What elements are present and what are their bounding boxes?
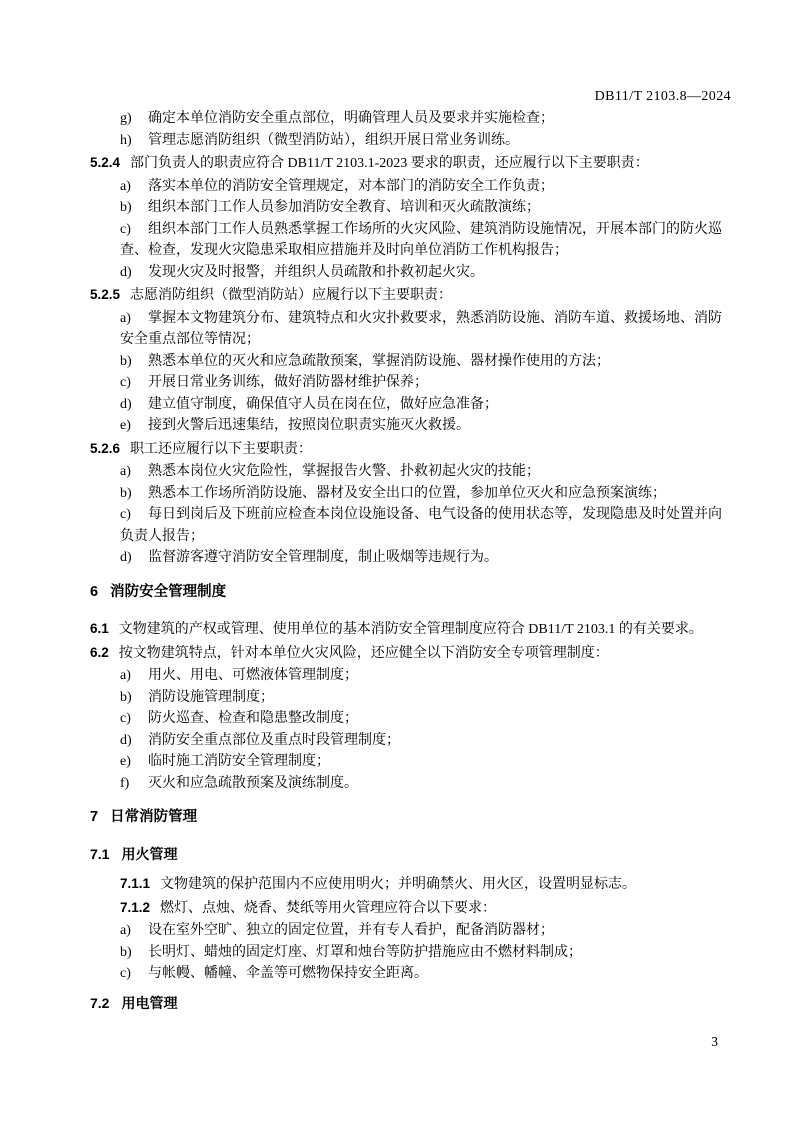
item-label: e) [120, 418, 131, 433]
section-heading-6 [90, 582, 731, 604]
list-item [90, 415, 731, 437]
item-text: 发现火灾及时报警，并组织人员疏散和扑救初起火灾。 [148, 264, 484, 280]
clause-number: 6.1 [90, 621, 109, 636]
clause-text: 部门负责人的职责应符合 DB11/T 2103.1-2023 要求的职责，还应履行以下主要职责： [130, 156, 649, 171]
item-label: b) [120, 485, 132, 501]
clause-5-2-5 [90, 284, 731, 307]
subsection-heading-7-2 [90, 993, 731, 1015]
document-body [90, 108, 731, 1022]
item-text: 建立值守制度，确保值守人员在岗在位，做好应急准备； [148, 396, 498, 412]
item-label: a) [120, 464, 131, 479]
list-item [90, 963, 731, 985]
item-label: c) [120, 221, 131, 237]
item-label: f) [120, 775, 130, 791]
item-label: a) [120, 310, 131, 326]
item-label: d) [120, 732, 132, 748]
list-item [90, 130, 731, 152]
list-item [90, 730, 731, 752]
list-item [90, 394, 731, 416]
standard-code: DB11/T 2103.8—2024 [594, 89, 731, 104]
page-header [90, 86, 731, 108]
list-item [90, 547, 731, 569]
section-heading-7 [90, 807, 731, 829]
list-item [90, 108, 731, 130]
item-text: 落实本单位的消防安全管理规定，对本部门的消防安全工作负责； [148, 178, 554, 194]
item-label: a) [120, 923, 131, 938]
list-item [90, 920, 731, 942]
item-text: 消防安全重点部位及重点时段管理制度； [148, 732, 400, 748]
clause-text: 职工还应履行以下主要职责： [130, 441, 313, 457]
clause-number: 5.2.5 [90, 287, 121, 302]
heading-number: 7.1 [90, 845, 110, 862]
item-label: a) [120, 668, 131, 683]
clause-number: 7.1.2 [120, 899, 151, 915]
list-item [90, 483, 731, 505]
clause-text: 文物建筑的保护范围内不应使用明火；并明确禁火、用火区，设置明显标志。 [160, 877, 637, 892]
list-item [90, 351, 731, 373]
item-text: 灭火和应急疏散预案及演练制度。 [148, 775, 358, 791]
heading-number: 7 [90, 809, 99, 825]
item-label: b) [120, 689, 132, 705]
clause-number: 7.1.1 [120, 876, 151, 891]
list-item [90, 308, 731, 351]
item-text: 组织本部门工作人员熟悉掌握工作场所的火灾风险、建筑消防设施情况，开展本部门的防火巡查、检查，发现火灾隐患采取相应措施并及时向单位消防工作机构报告； [120, 221, 722, 258]
item-text: 掌握本文物建筑分布、建筑特点和火灾扑救要求，熟悉消防设施、消防车道、救援场地、消防安全重点部位等情况； [120, 310, 722, 347]
item-text: 每日到岗后及下班前应检查本岗位设施设备、电气设备的使用状态等，发现隐患及时处置并向负责人报告； [120, 507, 722, 544]
item-text: 确定本单位消防安全重点部位，明确管理人员及要求并实施检查； [148, 111, 554, 126]
item-text: 熟悉本工作场所消防设施、器材及安全出口的位置，参加单位灭火和应急预案演练； [148, 485, 666, 501]
item-label: c) [120, 711, 131, 726]
list-item [90, 773, 731, 795]
clause-6-1 [90, 618, 731, 641]
item-text: 临时施工消防安全管理制度； [148, 754, 330, 769]
list-item [90, 461, 731, 483]
item-text: 组织本部门工作人员参加消防安全教育、培训和灭火疏散演练； [148, 200, 540, 215]
item-text: 熟悉本岗位火灾危险性，掌握报告火警、扑救初起火灾的技能； [148, 464, 540, 479]
item-text: 接到火警后迅速集结，按照岗位职责实施灭火救援。 [148, 418, 470, 433]
heading-title: 消防安全管理制度 [110, 583, 227, 600]
list-item [90, 942, 731, 964]
list-item [90, 687, 731, 709]
list-item [90, 262, 731, 284]
item-label: d) [120, 264, 132, 280]
item-text: 管理志愿消防组织（微型消防站），组织开展日常业务训练。 [148, 132, 519, 148]
list-item [90, 372, 731, 394]
clause-7-1-2 [90, 897, 731, 920]
clause-6-2 [90, 642, 731, 665]
clause-text: 文物建筑的产权或管理、使用单位的基本消防安全管理制度应符合 DB11/T 2103.1 的有关要求。 [118, 622, 703, 637]
item-text: 用火、用电、可燃液体管理制度； [148, 668, 358, 683]
clause-5-2-4 [90, 152, 731, 175]
item-label: b) [120, 200, 132, 215]
list-item [90, 665, 731, 687]
item-label: e) [120, 754, 131, 769]
list-item [90, 504, 731, 547]
item-text: 熟悉本单位的灭火和应急疏散预案，掌握消防设施、器材操作使用的方法； [148, 353, 610, 369]
item-text: 消防设施管理制度； [148, 689, 274, 705]
clause-number: 5.2.6 [90, 440, 121, 456]
item-text: 防火巡查、检查和隐患整改制度； [148, 711, 358, 726]
list-item [90, 197, 731, 219]
heading-number: 7.2 [90, 994, 110, 1011]
list-item [90, 751, 731, 773]
item-label: c) [120, 507, 131, 522]
list-item [90, 708, 731, 730]
item-label: b) [120, 944, 132, 960]
clause-number: 6.2 [90, 644, 109, 660]
item-label: b) [120, 353, 132, 369]
heading-title: 用电管理 [121, 994, 178, 1011]
page-number: 3 [711, 1034, 718, 1049]
heading-title: 日常消防管理 [110, 809, 198, 825]
clause-5-2-6 [90, 438, 731, 461]
item-label: g) [120, 111, 132, 126]
item-text: 开展日常业务训练，做好消防器材维护保养； [148, 375, 428, 390]
item-label: d) [120, 396, 132, 412]
item-text: 设在室外空旷、独立的固定位置，并有专人看护，配备消防器材； [148, 923, 554, 938]
item-text: 与帐幔、幡幢、伞盖等可燃物保持安全距离。 [148, 966, 428, 981]
heading-title: 用火管理 [121, 845, 178, 862]
clause-7-1-1 [90, 873, 731, 896]
item-label: h) [120, 132, 132, 148]
list-item [90, 219, 731, 262]
item-label: c) [120, 966, 131, 981]
item-label: c) [120, 375, 131, 390]
clause-number: 5.2.4 [90, 155, 121, 170]
list-item [90, 176, 731, 198]
subsection-heading-7-1 [90, 844, 731, 866]
clause-text: 按文物建筑特点，针对本单位火灾风险，还应健全以下消防安全专项管理制度： [118, 645, 609, 661]
clause-text: 志愿消防组织（微型消防站）应履行以下主要职责： [130, 288, 453, 303]
item-text: 长明灯、蜡烛的固定灯座、灯罩和烛台等防护措施应由不燃材料制成； [148, 944, 582, 960]
item-label: d) [120, 550, 132, 565]
item-text: 监督游客遵守消防安全管理制度，制止吸烟等违规行为。 [148, 550, 498, 565]
heading-number: 6 [90, 583, 99, 600]
item-label: a) [120, 178, 131, 194]
clause-text: 燃灯、点烛、烧香、焚纸等用火管理应符合以下要求： [160, 900, 497, 916]
